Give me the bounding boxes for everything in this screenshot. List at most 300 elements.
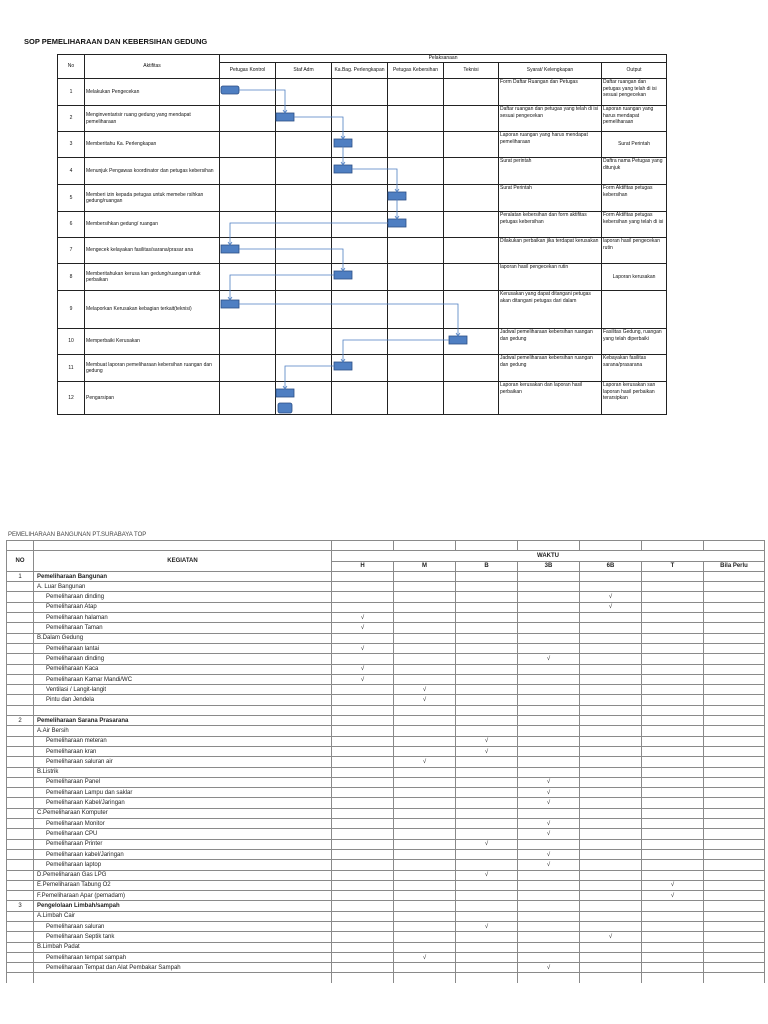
maint-schedule-cell — [704, 582, 765, 592]
maint-schedule-cell — [580, 849, 642, 859]
sop-lane-cell — [388, 79, 444, 106]
maint-schedule-cell — [332, 798, 394, 808]
maint-schedule-cell — [332, 870, 394, 880]
maint-row — [7, 643, 765, 653]
maint-row — [7, 932, 765, 942]
maint-row-kegiatan: Pemeliharaan dinding — [34, 654, 332, 664]
maint-schedule-cell — [642, 973, 704, 983]
sop-row — [58, 291, 667, 329]
maint-schedule-cell — [332, 705, 394, 715]
maint-schedule-cell — [518, 746, 580, 756]
maint-schedule-cell — [456, 623, 518, 633]
maint-row-no — [7, 973, 34, 983]
maint-row-no: 2 — [7, 716, 34, 726]
maint-schedule-cell — [580, 757, 642, 767]
sop-row-no: 12 — [58, 382, 85, 415]
maint-row-no — [7, 685, 34, 695]
sop-row-output: Fasilitas Gedung, ruangan yang telah diperbaiki — [602, 329, 667, 355]
maint-schedule-cell — [394, 880, 456, 890]
maint-row-no — [7, 860, 34, 870]
maint-row-no — [7, 623, 34, 633]
sop-row — [58, 382, 667, 415]
maint-row-kegiatan: Pemeliharaan meteran — [34, 736, 332, 746]
sop-lane-cell — [388, 212, 444, 238]
sop-lane-cell — [332, 355, 388, 382]
maint-row-no — [7, 654, 34, 664]
sop-row-output: Kebayakan fasilitas sarana/prasarana — [602, 355, 667, 382]
maint-header-col: 3B — [518, 561, 580, 571]
maint-row — [7, 819, 765, 829]
sop-lane-cell — [444, 355, 499, 382]
maint-spacer-row — [7, 541, 765, 551]
check-mark: √ — [518, 819, 580, 829]
sop-lane-cell — [332, 79, 388, 106]
maint-schedule-cell — [642, 633, 704, 643]
empty-cell — [580, 541, 642, 551]
maint-row-no — [7, 746, 34, 756]
maint-schedule-cell — [332, 695, 394, 705]
maint-schedule-cell — [332, 973, 394, 983]
maint-schedule-cell — [642, 819, 704, 829]
maint-schedule-cell — [704, 777, 765, 787]
sop-row — [58, 329, 667, 355]
check-mark: √ — [518, 654, 580, 664]
empty-cell — [704, 541, 765, 551]
maint-schedule-cell — [456, 788, 518, 798]
check-mark: √ — [580, 592, 642, 602]
maint-row — [7, 736, 765, 746]
maint-schedule-cell — [394, 891, 456, 901]
check-mark: √ — [456, 921, 518, 931]
sop-row-aktifitas: Mengecek kelayakan fasilitas/sarana/prasar ana — [85, 238, 220, 264]
maint-schedule-cell — [456, 963, 518, 973]
maint-schedule-cell — [642, 932, 704, 942]
sop-lane-cell — [388, 329, 444, 355]
maint-schedule-cell — [704, 633, 765, 643]
maint-schedule-cell — [518, 613, 580, 623]
sop-row-aktifitas: Membersihkan gedung/ ruangan — [85, 212, 220, 238]
empty-cell — [642, 541, 704, 551]
maint-schedule-cell — [456, 901, 518, 911]
maint-schedule-cell — [456, 880, 518, 890]
maint-schedule-cell — [394, 674, 456, 684]
maint-schedule-cell — [394, 705, 456, 715]
maint-schedule-cell — [332, 819, 394, 829]
maint-schedule-cell — [642, 613, 704, 623]
maint-schedule-cell — [332, 808, 394, 818]
maint-schedule-cell — [518, 685, 580, 695]
maint-schedule-cell — [456, 716, 518, 726]
maint-row — [7, 891, 765, 901]
maint-row — [7, 921, 765, 931]
sop-header-role: Petugas Kebersihan — [388, 63, 444, 79]
maint-schedule-cell — [518, 952, 580, 962]
maint-schedule-cell — [704, 921, 765, 931]
maint-schedule-cell — [456, 973, 518, 983]
maint-schedule-cell — [642, 788, 704, 798]
maint-schedule-cell — [642, 623, 704, 633]
maint-schedule-cell — [518, 623, 580, 633]
sop-row-no: 3 — [58, 132, 85, 158]
sop-lane-cell — [444, 106, 499, 132]
maint-row-no — [7, 643, 34, 653]
sop-lane-cell — [332, 106, 388, 132]
sop-row-no: 4 — [58, 158, 85, 185]
maint-schedule-cell — [332, 716, 394, 726]
maint-schedule-cell — [580, 788, 642, 798]
maint-schedule-cell — [332, 746, 394, 756]
maint-row — [7, 942, 765, 952]
sop-lane-cell — [276, 291, 332, 329]
maint-row-kegiatan: Pemeliharaan dinding — [34, 592, 332, 602]
sop-lane-cell — [276, 238, 332, 264]
maint-schedule-cell — [394, 613, 456, 623]
maint-schedule-cell — [394, 849, 456, 859]
maint-row-no — [7, 911, 34, 921]
maint-schedule-cell — [456, 932, 518, 942]
maint-row — [7, 623, 765, 633]
sop-header-role: Petugas Kontrol — [220, 63, 276, 79]
empty-cell — [7, 541, 34, 551]
maint-row-kegiatan: Pintu dan Jendela — [34, 695, 332, 705]
maint-row-no — [7, 777, 34, 787]
maint-schedule-cell — [704, 860, 765, 870]
maint-schedule-cell — [456, 911, 518, 921]
maint-schedule-cell — [518, 839, 580, 849]
sop-lane-cell — [332, 264, 388, 291]
maint-schedule-cell — [332, 757, 394, 767]
maint-row — [7, 571, 765, 581]
sop-lane-cell — [220, 79, 276, 106]
sop-row-no: 8 — [58, 264, 85, 291]
maint-schedule-cell — [704, 757, 765, 767]
sop-header-role: Staf Adm — [276, 63, 332, 79]
maint-schedule-cell — [394, 602, 456, 612]
maint-schedule-cell — [704, 767, 765, 777]
maint-schedule-cell — [332, 571, 394, 581]
maint-schedule-cell — [704, 870, 765, 880]
sop-lane-cell — [444, 329, 499, 355]
maint-row — [7, 963, 765, 973]
check-mark: √ — [456, 736, 518, 746]
maint-schedule-cell — [704, 829, 765, 839]
check-mark: √ — [642, 891, 704, 901]
maint-schedule-cell — [704, 891, 765, 901]
maint-schedule-cell — [642, 602, 704, 612]
maint-schedule-cell — [518, 633, 580, 643]
sop-lane-cell — [276, 355, 332, 382]
maint-schedule-cell — [394, 623, 456, 633]
sop-lane-cell — [220, 132, 276, 158]
maint-row — [7, 685, 765, 695]
maint-row — [7, 973, 765, 983]
sop-lane-cell — [332, 291, 388, 329]
maint-schedule-cell — [518, 602, 580, 612]
maint-row-no — [7, 664, 34, 674]
sop-lane-cell — [220, 106, 276, 132]
maint-row — [7, 726, 765, 736]
maint-header-col: H — [332, 561, 394, 571]
check-mark: √ — [394, 952, 456, 962]
maint-schedule-cell — [394, 798, 456, 808]
maint-row-kegiatan: Pemeliharaan saluran — [34, 921, 332, 931]
sop-row — [58, 79, 667, 106]
sop-row-output: Daftra nama Petugas yang ditunjuk — [602, 158, 667, 185]
sop-lane-cell — [220, 212, 276, 238]
sop-row-aktifitas: Pengarsipan — [85, 382, 220, 415]
maint-row-kegiatan: Pemeliharaan Septik tank — [34, 932, 332, 942]
sop-row-no: 1 — [58, 79, 85, 106]
maint-schedule-cell — [580, 973, 642, 983]
maint-schedule-cell — [642, 643, 704, 653]
sop-row-no: 7 — [58, 238, 85, 264]
sop-row-output — [602, 291, 667, 329]
maint-schedule-cell — [580, 880, 642, 890]
maint-schedule-cell — [332, 602, 394, 612]
sop-row-aktifitas: Memberitahu Ka. Perlengkapan — [85, 132, 220, 158]
sop-row-no: 6 — [58, 212, 85, 238]
maint-schedule-cell — [518, 911, 580, 921]
maint-row-kegiatan — [34, 973, 332, 983]
sop-header-syarat: Syarat/ Kelengkapan — [499, 63, 602, 79]
maint-row-no — [7, 839, 34, 849]
maint-row — [7, 880, 765, 890]
maint-row-kegiatan: D.Pemeliharaan Gas LPG — [34, 870, 332, 880]
maint-row-kegiatan: Pemeliharaan Sarana Prasarana — [34, 716, 332, 726]
maint-schedule-cell — [580, 777, 642, 787]
sop-lane-cell — [444, 132, 499, 158]
maint-schedule-cell — [394, 736, 456, 746]
maint-header-waktu: WAKTU — [332, 551, 765, 561]
sop-row-syarat: Laporan kerusakan dan laporan hasil perbaikan — [499, 382, 602, 415]
maint-schedule-cell — [518, 582, 580, 592]
check-mark: √ — [332, 643, 394, 653]
maint-schedule-cell — [580, 695, 642, 705]
maint-row — [7, 901, 765, 911]
maint-schedule-cell — [580, 643, 642, 653]
maint-schedule-cell — [642, 736, 704, 746]
maint-schedule-cell — [704, 736, 765, 746]
sop-row-aktifitas: Melakukan Pengecekan — [85, 79, 220, 106]
maint-schedule-cell — [456, 726, 518, 736]
maint-row-kegiatan: Pemeliharaan Bangunan — [34, 571, 332, 581]
sop-lane-cell — [220, 382, 276, 415]
maint-schedule-cell — [642, 705, 704, 715]
maint-schedule-cell — [580, 736, 642, 746]
maint-row-no — [7, 788, 34, 798]
maint-row-no — [7, 932, 34, 942]
maint-schedule-cell — [580, 952, 642, 962]
maint-schedule-cell — [580, 921, 642, 931]
maint-schedule-cell — [642, 860, 704, 870]
maint-schedule-cell — [518, 757, 580, 767]
maint-row-no — [7, 695, 34, 705]
maintenance-schedule-table — [6, 540, 764, 983]
maint-schedule-cell — [332, 654, 394, 664]
check-mark: √ — [642, 880, 704, 890]
maint-row — [7, 674, 765, 684]
maint-schedule-cell — [704, 932, 765, 942]
maint-schedule-cell — [642, 921, 704, 931]
maint-row-kegiatan: Pemeliharaan halaman — [34, 613, 332, 623]
maint-row-kegiatan: Pemeliharaan tempat sampah — [34, 952, 332, 962]
maint-schedule-cell — [580, 664, 642, 674]
maint-schedule-cell — [642, 849, 704, 859]
maint-title: PEMELIHARAAN BANGUNAN PT.SURABAYA TOP — [8, 532, 147, 538]
maint-schedule-cell — [642, 798, 704, 808]
maint-row-kegiatan: Pemeliharaan saluran air — [34, 757, 332, 767]
sop-row-output: laporan hasil pengecekan rutin — [602, 238, 667, 264]
sop-lane-cell — [444, 158, 499, 185]
maint-header-row — [7, 551, 765, 561]
sop-lane-cell — [332, 132, 388, 158]
check-mark: √ — [518, 788, 580, 798]
maint-schedule-cell — [580, 623, 642, 633]
maint-schedule-cell — [456, 705, 518, 715]
maint-schedule-cell — [394, 582, 456, 592]
maint-schedule-cell — [642, 757, 704, 767]
sop-row-syarat: Laporan ruangan yang harus mendapat pemeliharaan — [499, 132, 602, 158]
maint-row-kegiatan: B.Limbah Padat — [34, 942, 332, 952]
maint-row-no — [7, 674, 34, 684]
maint-row-no — [7, 880, 34, 890]
maint-header-col: Bila Perlu — [704, 561, 765, 571]
sop-lane-cell — [276, 264, 332, 291]
maint-schedule-cell — [580, 685, 642, 695]
maint-header-col: M — [394, 561, 456, 571]
maint-schedule-cell — [332, 911, 394, 921]
sop-row-syarat: Form Daftar Ruangan dan Petugas — [499, 79, 602, 106]
maint-schedule-cell — [580, 613, 642, 623]
maint-schedule-cell — [394, 911, 456, 921]
maint-schedule-cell — [518, 736, 580, 746]
sop-row-no: 5 — [58, 185, 85, 212]
sop-row-no: 2 — [58, 106, 85, 132]
sop-lane-cell — [220, 264, 276, 291]
maint-schedule-cell — [704, 788, 765, 798]
maint-schedule-cell — [642, 829, 704, 839]
maint-schedule-cell — [704, 746, 765, 756]
maint-schedule-cell — [642, 695, 704, 705]
maint-schedule-cell — [332, 849, 394, 859]
maint-schedule-cell — [704, 664, 765, 674]
maint-row-kegiatan: Pemeliharaan kran — [34, 746, 332, 756]
maint-schedule-cell — [456, 819, 518, 829]
maint-row-no — [7, 870, 34, 880]
maint-row-kegiatan: Pemeliharaan Kamar Mandi/WC — [34, 674, 332, 684]
sop-row-aktifitas: Memberi izin kepada petugas untuk memebe rsihkan gedung/ruangan — [85, 185, 220, 212]
maint-row — [7, 746, 765, 756]
maint-schedule-cell — [518, 808, 580, 818]
maint-schedule-cell — [394, 839, 456, 849]
sop-row-syarat: Jadwal pemeliharaan kebersihan ruangan dan gedung — [499, 329, 602, 355]
maint-schedule-cell — [704, 705, 765, 715]
sop-lane-cell — [220, 238, 276, 264]
sop-lane-cell — [332, 212, 388, 238]
maint-row — [7, 767, 765, 777]
maint-row-kegiatan: Pengelolaan Limbah/sampah — [34, 901, 332, 911]
maint-row — [7, 695, 765, 705]
sop-lane-cell — [276, 329, 332, 355]
maint-schedule-cell — [580, 571, 642, 581]
sop-lane-cell — [444, 185, 499, 212]
maint-schedule-cell — [332, 891, 394, 901]
maint-schedule-cell — [704, 849, 765, 859]
sop-lane-cell — [388, 355, 444, 382]
maint-schedule-cell — [580, 674, 642, 684]
sop-lane-cell — [276, 158, 332, 185]
maint-schedule-cell — [332, 829, 394, 839]
maint-schedule-cell — [704, 911, 765, 921]
sop-row-syarat: laporan hasil pengecekan rutin — [499, 264, 602, 291]
maint-schedule-cell — [456, 757, 518, 767]
maint-schedule-cell — [456, 860, 518, 870]
maint-row — [7, 664, 765, 674]
check-mark: √ — [518, 829, 580, 839]
maint-schedule-cell — [394, 921, 456, 931]
maint-schedule-cell — [332, 839, 394, 849]
sop-row-output: Laporan kerusakan — [602, 264, 667, 291]
check-mark: √ — [332, 664, 394, 674]
maint-schedule-cell — [394, 643, 456, 653]
check-mark: √ — [332, 623, 394, 633]
sop-row — [58, 158, 667, 185]
sop-lane-cell — [220, 329, 276, 355]
maint-schedule-cell — [642, 870, 704, 880]
maint-schedule-cell — [518, 726, 580, 736]
maint-schedule-cell — [394, 716, 456, 726]
maint-schedule-cell — [704, 973, 765, 983]
sop-lane-cell — [388, 382, 444, 415]
sop-row-syarat: Daftar ruangan dan petugas yang telah di isi sesuai pengecekan — [499, 106, 602, 132]
sop-header-role: Teknisi — [444, 63, 499, 79]
maint-schedule-cell — [704, 674, 765, 684]
maint-schedule-cell — [456, 808, 518, 818]
sop-row — [58, 106, 667, 132]
maint-schedule-cell — [704, 695, 765, 705]
maint-schedule-cell — [704, 602, 765, 612]
maint-schedule-cell — [518, 571, 580, 581]
maint-schedule-cell — [394, 746, 456, 756]
maint-row-kegiatan: Pemeliharaan laptop — [34, 860, 332, 870]
sop-lane-cell — [220, 158, 276, 185]
maint-schedule-cell — [518, 664, 580, 674]
maint-row — [7, 602, 765, 612]
sop-flowchart-table — [57, 54, 666, 419]
sop-row-aktifitas: Memberitahukan kerusa kan gedung/ruangan untuk perbaikan — [85, 264, 220, 291]
sop-row-aktifitas: Menunjuk Pengawas koordinator dan petugas kebersihan — [85, 158, 220, 185]
empty-cell — [332, 541, 394, 551]
sop-header-no: No — [58, 55, 85, 79]
maint-row — [7, 705, 765, 715]
sop-lane-cell — [276, 185, 332, 212]
maint-row — [7, 777, 765, 787]
check-mark: √ — [518, 777, 580, 787]
maint-row-kegiatan: B.Listrik — [34, 767, 332, 777]
sop-lane-cell — [332, 185, 388, 212]
maint-schedule-cell — [580, 808, 642, 818]
maint-schedule-cell — [456, 602, 518, 612]
maint-row-kegiatan: A.Limbah Cair — [34, 911, 332, 921]
maint-row — [7, 633, 765, 643]
sop-lane-cell — [220, 355, 276, 382]
maint-schedule-cell — [580, 582, 642, 592]
maint-schedule-cell — [456, 654, 518, 664]
maint-schedule-cell — [704, 716, 765, 726]
maint-schedule-cell — [394, 592, 456, 602]
maint-schedule-cell — [518, 643, 580, 653]
maint-row-kegiatan: Pemeliharaan Kabel/Jaringan — [34, 798, 332, 808]
